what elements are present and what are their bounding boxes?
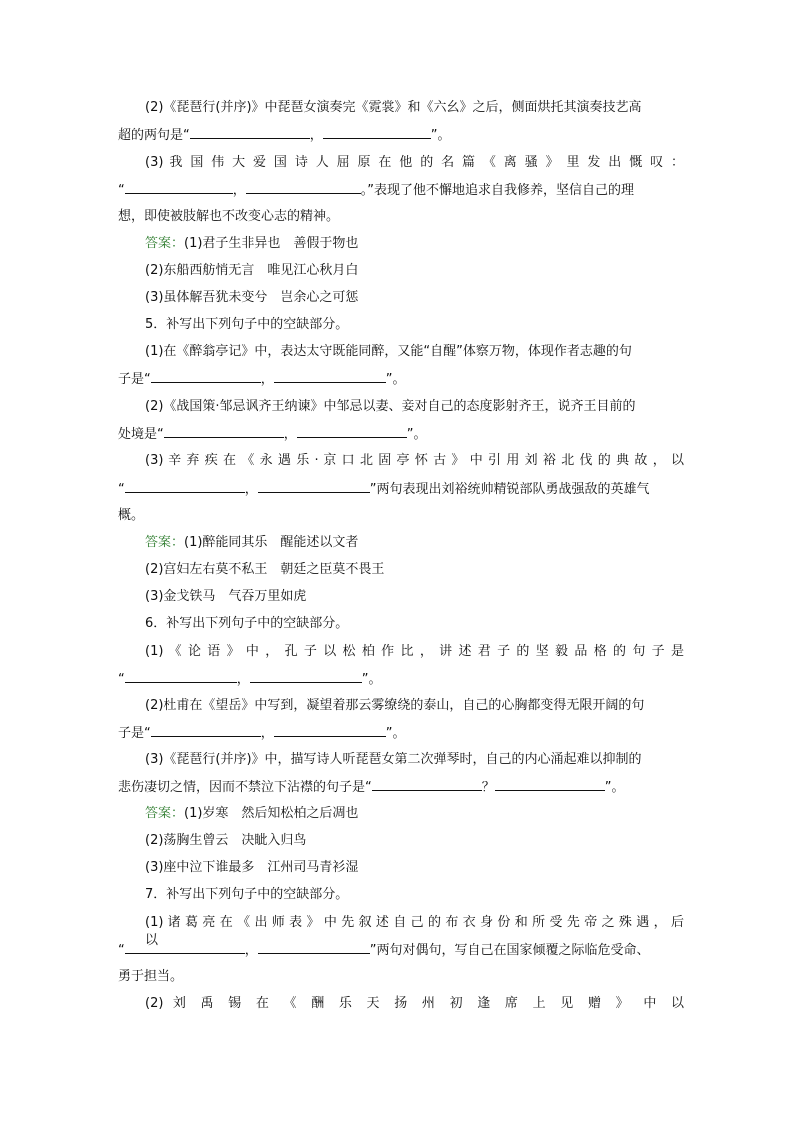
q6-item1-line2	[118, 670, 684, 688]
q5-item3-line2	[118, 480, 684, 498]
q7-item1-line1	[145, 914, 684, 948]
text: ，	[244, 482, 258, 497]
answer-blank[interactable]	[495, 778, 605, 791]
text: (2)杜甫在《望岳》中写到，凝望着那云雾缭绕的泰山，自己的心胸都变得无限开阔的句	[145, 698, 645, 713]
q6-item2-line2	[118, 724, 684, 742]
text: 7．补写出下列句子中的空缺部分。	[145, 887, 349, 902]
q7-item2-line1	[145, 995, 684, 1013]
answer-blank[interactable]	[125, 181, 233, 194]
q5-heading	[145, 316, 684, 334]
q5-item2-line1	[145, 398, 684, 416]
q5-item2-line2	[118, 425, 684, 443]
answer-blank[interactable]	[125, 670, 237, 683]
q6-answer-3	[145, 859, 684, 877]
text: ”。	[406, 427, 427, 442]
text: ，	[283, 427, 297, 442]
text: ，	[260, 372, 274, 387]
answer-blank[interactable]	[246, 181, 361, 194]
text: ”。	[604, 780, 625, 795]
q7-heading	[145, 886, 684, 904]
q6-item3-line2	[118, 778, 684, 796]
q5-item1-line2	[118, 370, 684, 388]
answer-blank[interactable]	[125, 941, 245, 954]
q5-answer-1	[145, 534, 684, 552]
q6-answer-2	[145, 832, 684, 850]
q6-heading	[145, 615, 684, 633]
text: (2)东船西舫悄无言 唯见江心秋月白	[145, 263, 359, 278]
text: “	[118, 943, 125, 958]
q4-item3-line2	[118, 181, 684, 199]
text: 想，即使被肢解也不改变心志的精神。	[118, 209, 340, 224]
text: 6．补写出下列句子中的空缺部分。	[145, 616, 349, 631]
text: (3)座中泣下谁最多 江州司马青衫湿	[145, 860, 359, 875]
text: (1) 《 论 语 》 中 ， 孔 子 以 松 柏 作 比 ， 讲 述 君 子 的 坚 毅 品 格 的 句 子 是	[145, 644, 684, 659]
answer-blank[interactable]	[274, 370, 386, 383]
text: (1) 诸 葛 亮 在 《 出 师 表 》 中 先 叙 述 自 己 的 布 衣 身 份 和 所 受 先 帝 之 殊 遇 ， 后 以	[145, 915, 684, 948]
q7-item1-line3	[118, 968, 684, 986]
text: (3)虽体解吾犹未变兮 岂余心之可惩	[145, 290, 359, 305]
q4-item3-line3	[118, 208, 684, 226]
q4-answer-1	[145, 235, 684, 253]
text: (2)荡胸生曾云 决眦入归鸟	[145, 833, 307, 848]
text: 5．补写出下列句子中的空缺部分。	[145, 317, 349, 332]
q5-answer-3	[145, 588, 684, 606]
q5-answer-2	[145, 561, 684, 579]
text: 子是“	[118, 372, 151, 387]
q4-item2-line1	[145, 99, 684, 117]
text: ”两句表现出刘裕统帅精锐部队勇战强敌的英雄气	[369, 482, 650, 497]
q4-item3-line1	[145, 154, 684, 172]
text: ，	[309, 128, 323, 143]
text: ”。	[385, 726, 406, 741]
text: 。”表现了他不懈地追求自我修养，坚信自己的理	[360, 183, 635, 198]
text: (1)醉能同其乐 醒能述以文者	[184, 535, 359, 550]
answer-label: 答案：	[145, 535, 185, 550]
q5-item3-line3	[118, 507, 684, 525]
answer-blank[interactable]	[151, 370, 261, 383]
text: ”。	[430, 128, 451, 143]
text: “	[118, 672, 125, 687]
q6-answer-1	[145, 805, 684, 823]
answer-blank[interactable]	[372, 778, 482, 791]
text: (3) 我 国 伟 大 爱 国 诗 人 屈 原 在 他 的 名 篇 《 离 骚 》 里 发 出 慨 叹 ：	[145, 155, 684, 170]
text: ，	[244, 943, 258, 958]
q4-answer-3	[145, 289, 684, 307]
q6-item2-line1	[145, 697, 684, 715]
text: ，	[236, 672, 250, 687]
answer-blank[interactable]	[151, 724, 261, 737]
text: ”。	[385, 372, 406, 387]
text: (1)岁寒 然后知松柏之后凋也	[184, 806, 359, 821]
text: “	[118, 183, 125, 198]
answer-blank[interactable]	[258, 480, 370, 493]
text: (2)《琵琶行(并序)》中琵琶女演奏完《霓裳》和《六幺》之后，侧面烘托其演奏技艺高	[145, 100, 642, 115]
text: ”。	[361, 672, 382, 687]
text: “	[118, 482, 125, 497]
text: 概。	[118, 508, 145, 523]
text: ，	[260, 726, 274, 741]
answer-blank[interactable]	[323, 126, 431, 139]
text: ，	[232, 183, 246, 198]
text: 子是“	[118, 726, 151, 741]
q6-item3-line1	[145, 751, 684, 769]
text: (2)宫妇左右莫不私王 朝廷之臣莫不畏王	[145, 562, 385, 577]
text: 超的两句是“	[118, 128, 190, 143]
text: (3)《琵琶行(并序)》中，描写诗人听琵琶女第二次弹琴时，自己的内心涌起难以抑制的	[145, 752, 642, 767]
text: 悲伤凄切之情，因而不禁泣下沾襟的句子是“	[118, 780, 372, 795]
q4-answer-2	[145, 262, 684, 280]
answer-label: 答案：	[145, 236, 185, 251]
text: (3)金戈铁马 气吞万里如虎	[145, 589, 307, 604]
answer-blank[interactable]	[250, 670, 362, 683]
q5-item1-line1	[145, 343, 684, 361]
answer-blank[interactable]	[274, 724, 386, 737]
answer-blank[interactable]	[125, 480, 245, 493]
text: (2)《战国策·邹忌讽齐王纳谏》中邹忌以妻、妾对自己的态度影射齐王，说齐王目前的	[145, 399, 636, 414]
answer-blank[interactable]	[190, 126, 310, 139]
q7-item1-line2	[118, 941, 684, 959]
q5-item3-line1	[145, 452, 684, 470]
text: (2) 刘 禹 锡 在 《 酬 乐 天 扬 州 初 逢 席 上 见 赠 》 中 以	[145, 996, 684, 1011]
answer-label: 答案：	[145, 806, 185, 821]
text: ”两句对偶句，写自己在国家倾覆之际临危受命、	[369, 943, 650, 958]
text: (1)君子生非异也 善假于物也	[184, 236, 359, 251]
answer-blank[interactable]	[297, 425, 407, 438]
text: (3) 辛 弃 疾 在 《 永 遇 乐 · 京 口 北 固 亭 怀 古 》 中 引 用 刘 裕 北 伐 的 典 故 ， 以	[145, 453, 684, 468]
q4-item2-line2	[118, 126, 684, 144]
text: (1)在《醉翁亭记》中，表达太守既能同醉，又能“自醒”体察万物，体现作者志趣的句	[145, 344, 632, 359]
text: ？	[481, 780, 495, 795]
answer-blank[interactable]	[258, 941, 370, 954]
text: 处境是“	[118, 427, 164, 442]
answer-blank[interactable]	[164, 425, 284, 438]
text: 勇于担当。	[118, 969, 184, 984]
q6-item1-line1	[145, 643, 684, 661]
